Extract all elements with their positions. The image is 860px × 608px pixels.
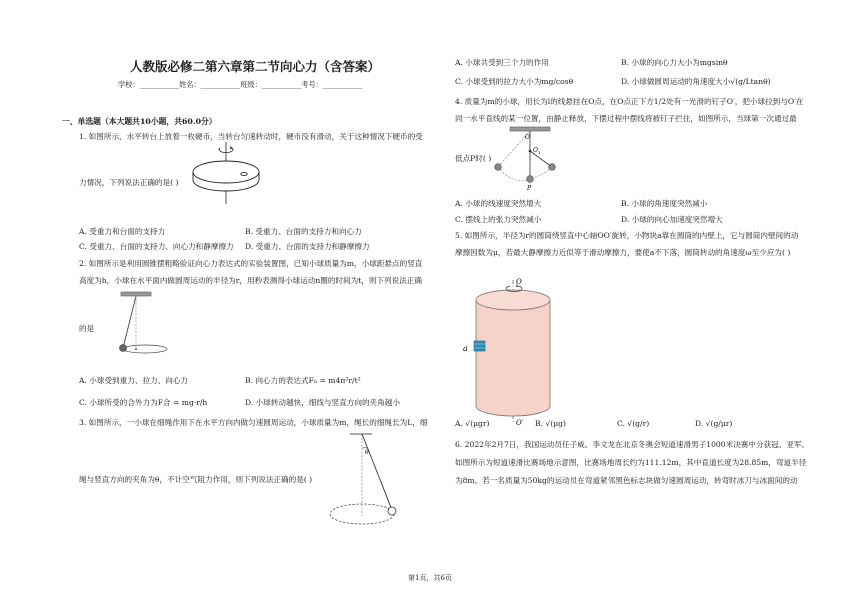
q1-option-d[interactable]: D. 受重力、台面的支持力和静摩擦力 [245, 242, 370, 251]
conical-pendulum-figure [117, 292, 167, 354]
q6-stem-line3: 为8m。若一名质量为50kg的运动员在弯道紧邻黑色标志块做匀速圆周运动，转弯时冰刀与冰面间的动 [455, 476, 798, 485]
page-footer: 第1页，共6页 [408, 574, 452, 582]
student-info-line: 学校：___________姓名：___________班级：___________考号：___________ [118, 80, 363, 89]
q2-option-d[interactable]: D. 小球转动越快，细线与竖直方向的夹角越小 [245, 398, 400, 407]
q5-option-a[interactable]: A. √(μgr) [455, 419, 490, 428]
coin-turntable-figure [186, 142, 266, 212]
page-title: 人教版必修二第六章第二节向心力（含答案） [130, 59, 381, 74]
q1-option-c[interactable]: C. 受重力、台面的支持力、向心力和静摩擦力 [79, 242, 234, 251]
q2-option-a[interactable]: A. 小球受到重力、拉力、向心力 [79, 376, 189, 385]
point-o1-label: O [533, 147, 538, 154]
q3-stem-line2: 绳与竖直方向的夹角为θ，不计空气阻力作用，则下列说法正确的是( ) [79, 475, 313, 484]
q3-option-c[interactable]: C. 小球受到的拉力大小为mg/cosθ [455, 77, 574, 86]
q5-stem-line2: 摩擦因数为μ，若最大静摩擦力近似等于滑动摩擦力，要使a不下落，圆筒转动的角速度ω至少应为( ) [455, 248, 791, 257]
q3-option-b[interactable]: B. 小球的向心力大小为mgsinθ [621, 58, 728, 67]
q3-stem-line1: 3. 如图所示，一小球在细绳作用下在水平方向内做匀速圆周运动，小球质量为m，绳长的细绳长为L，细 [79, 418, 428, 427]
q2-stem-line1: 2. 如图所示是利用圆锥摆粗略验证向心力表达式的实验装置图，已知小球质量为m，小球距悬点的竖直 [79, 259, 423, 268]
q1-option-a[interactable]: A. 受重力和台面的支持力 [79, 227, 166, 236]
q4-option-b[interactable]: B. 小球的角速度突然减小 [621, 199, 708, 208]
q4-option-c[interactable]: C. 摆线上的张力突然减小 [455, 215, 542, 224]
q6-stem-line1: 6. 2022年2月7日，我国运动员任子威、李文龙在北京冬奥会短道速滑男子1000米决赛中分获冠、亚军。 [455, 440, 810, 449]
q4-option-d[interactable]: D. 小球的向心加速度突然增大 [621, 215, 723, 224]
q3-option-d[interactable]: D. 小球做圆周运动的角速度大小√(g/Ltanθ) [621, 77, 771, 86]
q2-option-c[interactable]: C. 小球所受的合外力为F合 = mg·r/h [79, 398, 208, 407]
q1-stem-line2: 力情况，下列说法正确的是( ) [79, 178, 179, 187]
section-heading-single-choice: 一、单选题（本大题共10小题，共60.0分） [62, 117, 217, 126]
q4-stem-line1: 4. 质量为m的小球，用长为l的线悬挂在O点，在O点正下方1/2处有一光滑的钉子O′，把小球拉到与O′在 [455, 97, 804, 106]
point-o-label: O [525, 134, 530, 141]
point-p-label: P [527, 185, 532, 192]
cylinder-top-label: O [516, 278, 522, 286]
point-o1-subscript: 1 [538, 150, 541, 155]
q5-option-c[interactable]: C. √(g/r) [617, 419, 650, 428]
q1-stem-line1: 1. 如图所示，水平转台上放着一枚硬币，当转台匀速转动时，硬币没有滑动，关于这种情况下硬币的受 [79, 132, 423, 141]
theta-label: θ [365, 449, 369, 456]
string-ball-circular-motion-figure [322, 430, 422, 540]
q5-option-b[interactable]: B. √(μg) [535, 419, 566, 428]
q4-stem-line3: 低点P时( ) [455, 154, 492, 163]
q5-stem-line1: 5. 如图所示，半径为r的圆筒绕竖直中心轴OO′旋转，小物块a靠在圆筒的内壁上，它与圆筒内壁间的动 [455, 231, 799, 240]
q4-option-a[interactable]: A. 小球的线速度突然增大 [455, 199, 542, 208]
cylinder-bottom-label: O′ [516, 419, 524, 427]
q5-option-d[interactable]: D. √(g/μr) [695, 419, 733, 428]
q4-stem-line2: 同一水平直线的某一位置，由静止释放，下摆过程中摆线将被钉子拦住，如图所示，当球第一次通过最 [455, 114, 797, 123]
q2-stem-line2: 高度为h，小球在水平面内做圆周运动的半径为r，用秒表测得小球运动n圈的时间为t，则下列说法正确 [79, 276, 422, 285]
q3-option-a[interactable]: A. 小球共受到三个力的作用 [455, 58, 549, 67]
q2-stem-line3: 的是 [79, 324, 95, 333]
rotating-cylinder-figure [458, 278, 568, 428]
q1-option-b[interactable]: B. 受重力、台面的支持力和向心力 [245, 227, 362, 236]
q6-stem-line2: 如图所示为短道速滑比赛场地示意图，比赛场地周长约为111.12m，其中直道长度为28.85m，弯道半径 [455, 458, 807, 467]
pendulum-peg-figure [494, 127, 584, 197]
q2-option-b[interactable]: B. 向心力的表达式Fₙ = m4π²r/t² [245, 376, 361, 385]
block-a-label: a [463, 344, 468, 353]
